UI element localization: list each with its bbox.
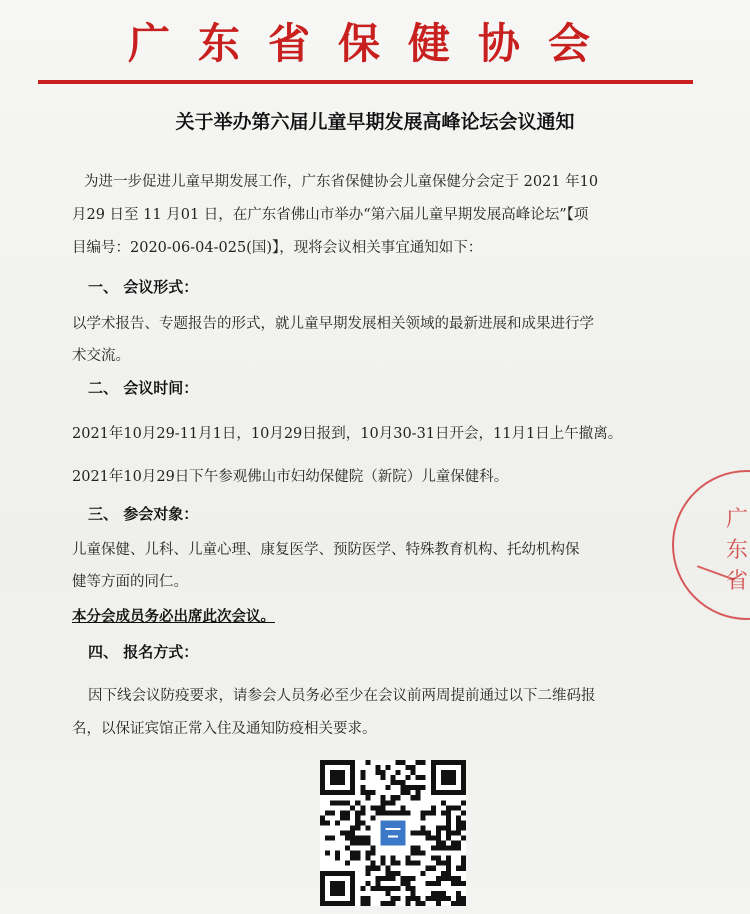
- section-4-line-1: 因下线会议防疫要求，请参会人员务必至少在会议前两周提前通过以下二维码报: [88, 688, 596, 704]
- seal-text: 广东省: [726, 507, 749, 594]
- section-3-line-1: 儿童保健、儿科、儿童心理、康复医学、预防医学、特殊教育机构、托幼机构保: [72, 542, 580, 558]
- intro-line-2: 月29 日至 11 月01 日，在广东省佛山市举办“第六届儿童早期发展高峰论坛”【项: [72, 207, 589, 223]
- section-4-heading: 四、 报名方式：: [88, 643, 199, 661]
- official-seal-stamp: [672, 470, 750, 620]
- letterhead-org-name: 广东省保健协会: [127, 19, 618, 68]
- section-2-line-2: 2021年10月29日下午参观佛山市妇幼保健院（新院）儿童保健科。: [72, 469, 509, 485]
- section-1-line-1: 以学术报告、专题报告的形式，就儿童早期发展相关领域的最新进展和成果进行学: [72, 316, 594, 332]
- section-3-line-2: 健等方面的同仁。: [72, 574, 188, 590]
- section-4-line-2: 名，以保证宾馆正常入住及通知防疫相关要求。: [72, 721, 377, 737]
- section-1-heading: 一、 会议形式：: [88, 278, 199, 296]
- section-1-line-2: 术交流。: [72, 348, 130, 364]
- section-2-heading: 二、 会议时间：: [88, 379, 199, 397]
- intro-line-3: 目编号：2020-06-04-025(国)】，现将会议相关事宜通知如下：: [72, 240, 483, 256]
- registration-qr-code-icon[interactable]: [320, 760, 466, 906]
- intro-line-1: 为进一步促进儿童早期发展工作，广东省保健协会儿童保健分会定于 2021 年10: [84, 174, 599, 190]
- letterhead-rule: [38, 80, 693, 84]
- notice-title: 关于举办第六届儿童早期发展高峰论坛会议通知: [175, 111, 575, 133]
- section-2-line-1: 2021年10月29-11月1日，10月29日报到，10月30-31日开会，11月1日上午撤离。: [72, 426, 623, 442]
- section-3-emphasis: 本分会成员务必出席此次会议。: [72, 609, 275, 625]
- section-3-heading: 三、 参会对象：: [88, 505, 199, 523]
